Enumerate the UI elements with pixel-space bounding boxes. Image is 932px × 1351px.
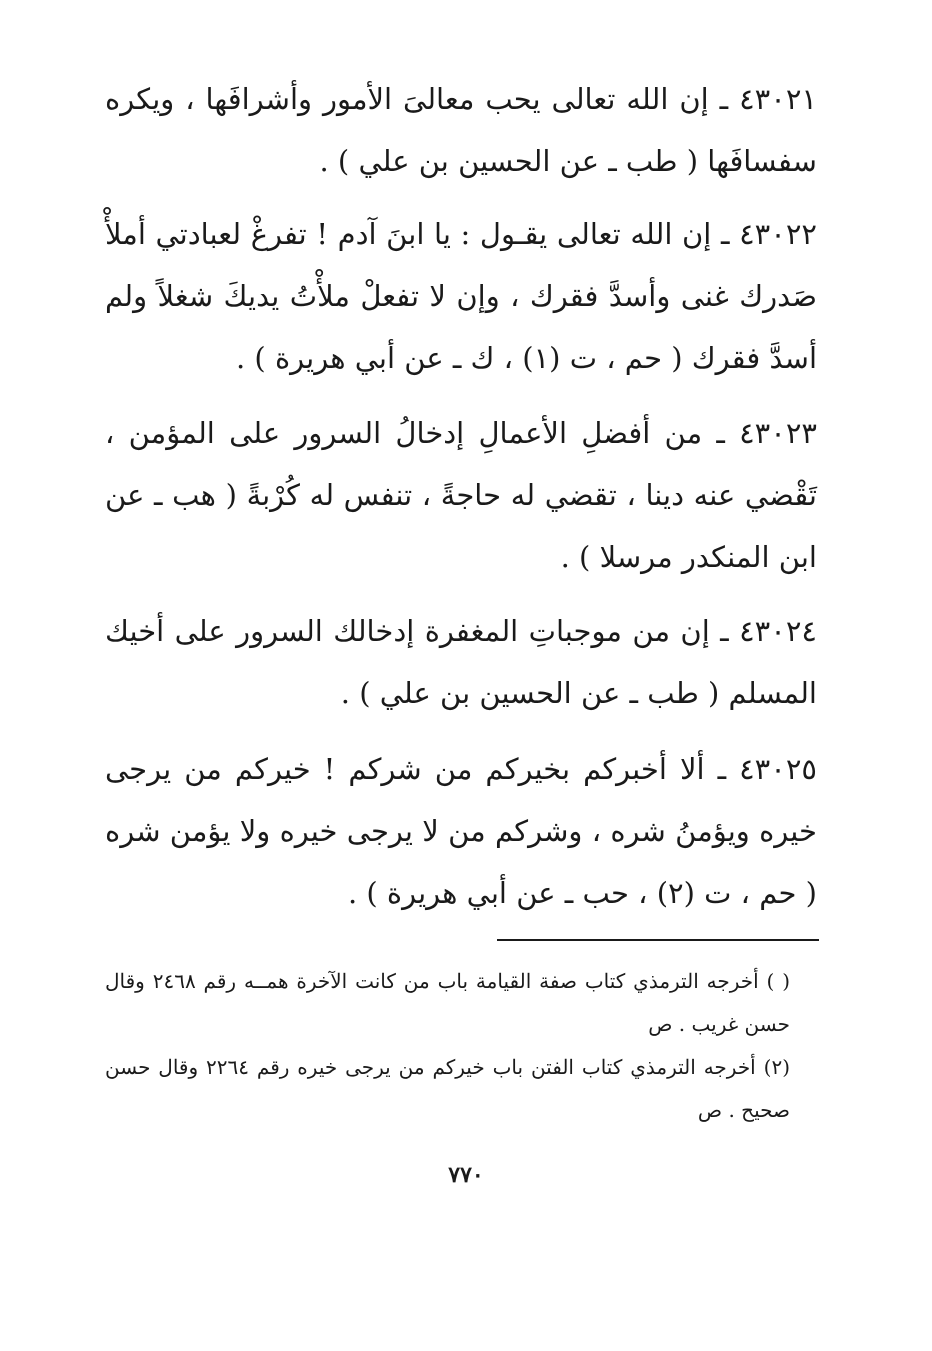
hadith-entry-43021: ٤٣٠٢١ ـ إن الله تعالى يحب معالىَ الأمور وأشرافَها ، ويكره سفسافَها ( طب ـ عن الحسين بن علي ) . <box>105 82 817 178</box>
footnote-2: (٢) أخرجه الترمذي كتاب الفتن باب خيركم من يرجى خيره رقم ٢٢٦٤ وقال حسن صحيح . ص <box>105 1055 790 1122</box>
footnotes <box>105 960 790 1132</box>
hadith-entry-43024: ٤٣٠٢٤ ـ إن من موجباتِ المغفرة إدخالك السرور على أخيك المسلم ( طب ـ عن الحسين بن علي ) . <box>105 614 817 710</box>
hadith-entry-43025: ٤٣٠٢٥ ـ ألا أخبركم بخيركم من شركم ! خيركم من يرجى خيره ويؤمنُ شره ، وشركم من لا يرجى خيره ولا يؤمن شره ( حم ، ت (٢) ، حب ـ عن أبي هريرة ) . <box>105 752 817 910</box>
hadith-entry-43022: ٤٣٠٢٢ ـ إن الله تعالى يقـول : يا ابنَ آدم ! تفرغْ لعبادتي أملأْ صَدرك غنى وأسدَّ فقرك ، وإن لا تفعلْ ملأْتُ يديكَ شغلاً ولم أسدَّ فقرك ( حم ، ت (١) ، ك ـ عن أبي هريرة ) . <box>105 217 817 375</box>
hadith-entry-43023: ٤٣٠٢٣ ـ من أفضلِ الأعمالِ إدخالُ السرور على المؤمن ، تَقْضي عنه دينا ، تقضي له حاجةً ، تنفس له كُرْبةً ( هب ـ عن ابن المنكدر مرسلا ) . <box>105 416 817 574</box>
page-number: ٧٧٠ <box>448 1162 484 1188</box>
footnote-divider <box>497 939 819 941</box>
footnote-1: ( ) أخرجه الترمذي كتاب صفة القيامة باب من كانت الآخرة همــه رقم ٢٤٦٨ وقال حسن غريب . ص <box>105 969 790 1036</box>
